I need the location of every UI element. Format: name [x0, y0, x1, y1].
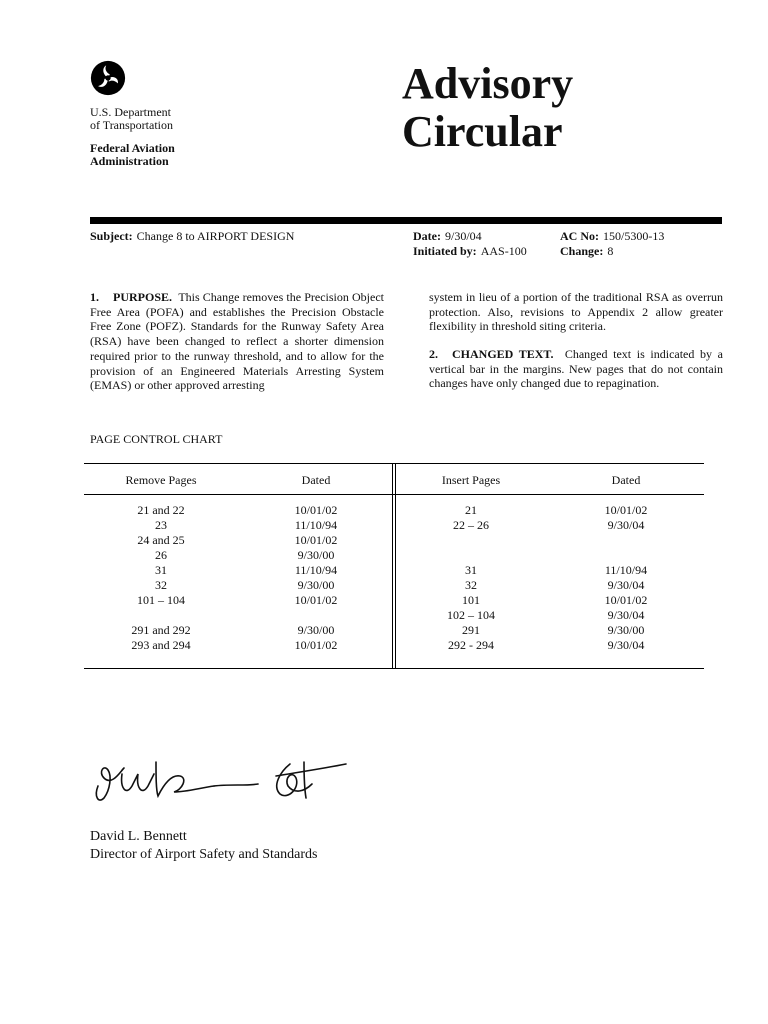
purpose-text: This Change removes the Precision Object Free Area (POFA) and establishes the Precision Obstacle Free Zone (POFZ). Standards for the Runway Safety Area (RSA) have been changed to reflect a shorter dimension required prior to the runway threshold, and to allow for the provision of an Engineered Materials Arresting System (EMAS) or other approved arresting — [90, 290, 384, 393]
remove-dated-cell: 11/10/94 — [294, 518, 338, 532]
agency-dept-line2: of Transportation — [90, 117, 174, 132]
insert-page-cell: 32 — [465, 578, 477, 592]
header-insert-pages: Insert Pages — [441, 473, 501, 487]
remove-page-cell — [101, 608, 221, 623]
date-line — [413, 229, 482, 244]
purpose-continued-paragraph — [429, 290, 723, 334]
changed-text-body: Changed text is indicated by a vertical bar in the margins. New pages that do not contain changes have only changed due to repagination. — [429, 347, 723, 391]
insert-page-cell: 291 — [462, 623, 480, 637]
insert-page-cell: 101 — [462, 593, 480, 607]
dot-logo-icon — [90, 60, 126, 96]
remove-page-cell: 21 and 22 — [137, 503, 185, 517]
remove-page-cell: 31 — [155, 563, 167, 577]
agency-faa-line1: Federal Aviation — [90, 141, 175, 155]
remove-dated-cell: 9/30/00 — [297, 578, 335, 592]
remove-page-cell: 291 and 292 — [131, 623, 191, 637]
remove-page-cell: 32 — [155, 578, 167, 592]
header-insert-dated: Dated — [611, 473, 641, 487]
insert-page-cell: 22 – 26 — [453, 518, 489, 532]
remove-page-cell: 24 and 25 — [137, 533, 185, 547]
change-line — [560, 244, 613, 259]
subject-value: Change 8 to AIRPORT DESIGN — [136, 229, 295, 243]
insert-dated-cell: 9/30/04 — [607, 608, 645, 622]
purpose-heading: PURPOSE. — [113, 290, 173, 304]
signer-title: Director of Airport Safety and Standards — [90, 847, 318, 862]
signature-block — [90, 828, 317, 864]
header-divider — [90, 217, 722, 224]
remove-page-cell: 23 — [155, 518, 167, 532]
remove-dated-cell: 9/30/00 — [297, 548, 335, 562]
insert-dated-cell: 11/10/94 — [604, 563, 648, 577]
agency-name — [90, 106, 175, 167]
insert-dated-cell — [566, 533, 686, 548]
chart-header-rule — [84, 494, 704, 495]
chart-top-rule — [84, 463, 704, 464]
insert-dated-cell — [566, 548, 686, 563]
remove-dated-cell: 10/01/02 — [294, 638, 338, 652]
ac-number-label: AC No: — [560, 229, 599, 243]
changed-text-heading: CHANGED TEXT. — [452, 347, 554, 361]
remove-dated-cell: 10/01/02 — [294, 503, 338, 517]
remove-page-cell: 26 — [155, 548, 167, 562]
signer-name: David L. Bennett — [90, 829, 187, 844]
insert-pages-column — [411, 503, 531, 653]
remove-page-cell: 293 and 294 — [131, 638, 191, 652]
changed-text-paragraph — [429, 347, 723, 391]
initiated-value: AAS-100 — [480, 244, 527, 258]
remove-dated-cell: 10/01/02 — [294, 533, 338, 547]
purpose-number: 1. — [90, 290, 99, 304]
remove-dated-cell: 11/10/94 — [294, 563, 338, 577]
change-label: Change: — [560, 244, 604, 258]
date-label: Date: — [413, 229, 441, 243]
insert-page-cell — [411, 548, 531, 563]
insert-dated-cell: 10/01/02 — [604, 503, 648, 517]
initiated-label: Initiated by: — [413, 244, 477, 258]
ac-number-value: 150/5300-13 — [603, 229, 665, 243]
purpose-continued-text: system in lieu of a portion of the traditional RSA as overrun protection. Also, revisions to Appendix 2 allow greater flexibility in threshold siting criteria. — [429, 290, 723, 334]
remove-dated-cell: 9/30/00 — [297, 623, 335, 637]
change-value: 8 — [607, 244, 614, 258]
initiated-line — [413, 244, 527, 259]
insert-dated-cell: 9/30/04 — [607, 638, 645, 652]
handwritten-signature — [90, 752, 350, 812]
header-remove-dated: Dated — [301, 473, 331, 487]
remove-dated-cell — [256, 608, 376, 623]
changed-text-number: 2. — [429, 347, 438, 361]
remove-page-cell: 101 – 104 — [137, 593, 185, 607]
header-remove-pages: Remove Pages — [125, 473, 197, 487]
page-control-chart-title: PAGE CONTROL CHART — [90, 432, 223, 446]
insert-page-cell: 292 - 294 — [448, 638, 494, 652]
ac-number-line — [560, 229, 664, 244]
insert-page-cell: 31 — [465, 563, 477, 577]
insert-dated-cell: 9/30/00 — [607, 623, 645, 637]
purpose-paragraph — [90, 290, 384, 393]
remove-pages-column — [101, 503, 221, 653]
insert-dated-cell: 9/30/04 — [607, 578, 645, 592]
title-line1: Advisory — [402, 59, 574, 108]
insert-page-cell — [411, 533, 531, 548]
agency-dept-line1: U.S. Department — [90, 105, 171, 119]
chart-divider — [395, 463, 396, 669]
remove-dated-cell: 10/01/02 — [294, 593, 338, 607]
title-line2: Circular — [402, 107, 563, 156]
insert-page-cell: 21 — [465, 503, 477, 517]
remove-dated-column — [256, 503, 376, 653]
subject-line — [90, 229, 294, 244]
agency-faa-line2: Administration — [90, 153, 169, 168]
insert-page-cell: 102 – 104 — [447, 608, 495, 622]
date-value: 9/30/04 — [444, 229, 482, 243]
chart-bottom-rule — [84, 668, 704, 669]
insert-dated-cell: 9/30/04 — [607, 518, 645, 532]
subject-label: Subject: — [90, 229, 133, 243]
chart-divider — [392, 463, 393, 669]
document-title — [402, 60, 573, 156]
insert-dated-column — [566, 503, 686, 653]
insert-dated-cell: 10/01/02 — [604, 593, 648, 607]
